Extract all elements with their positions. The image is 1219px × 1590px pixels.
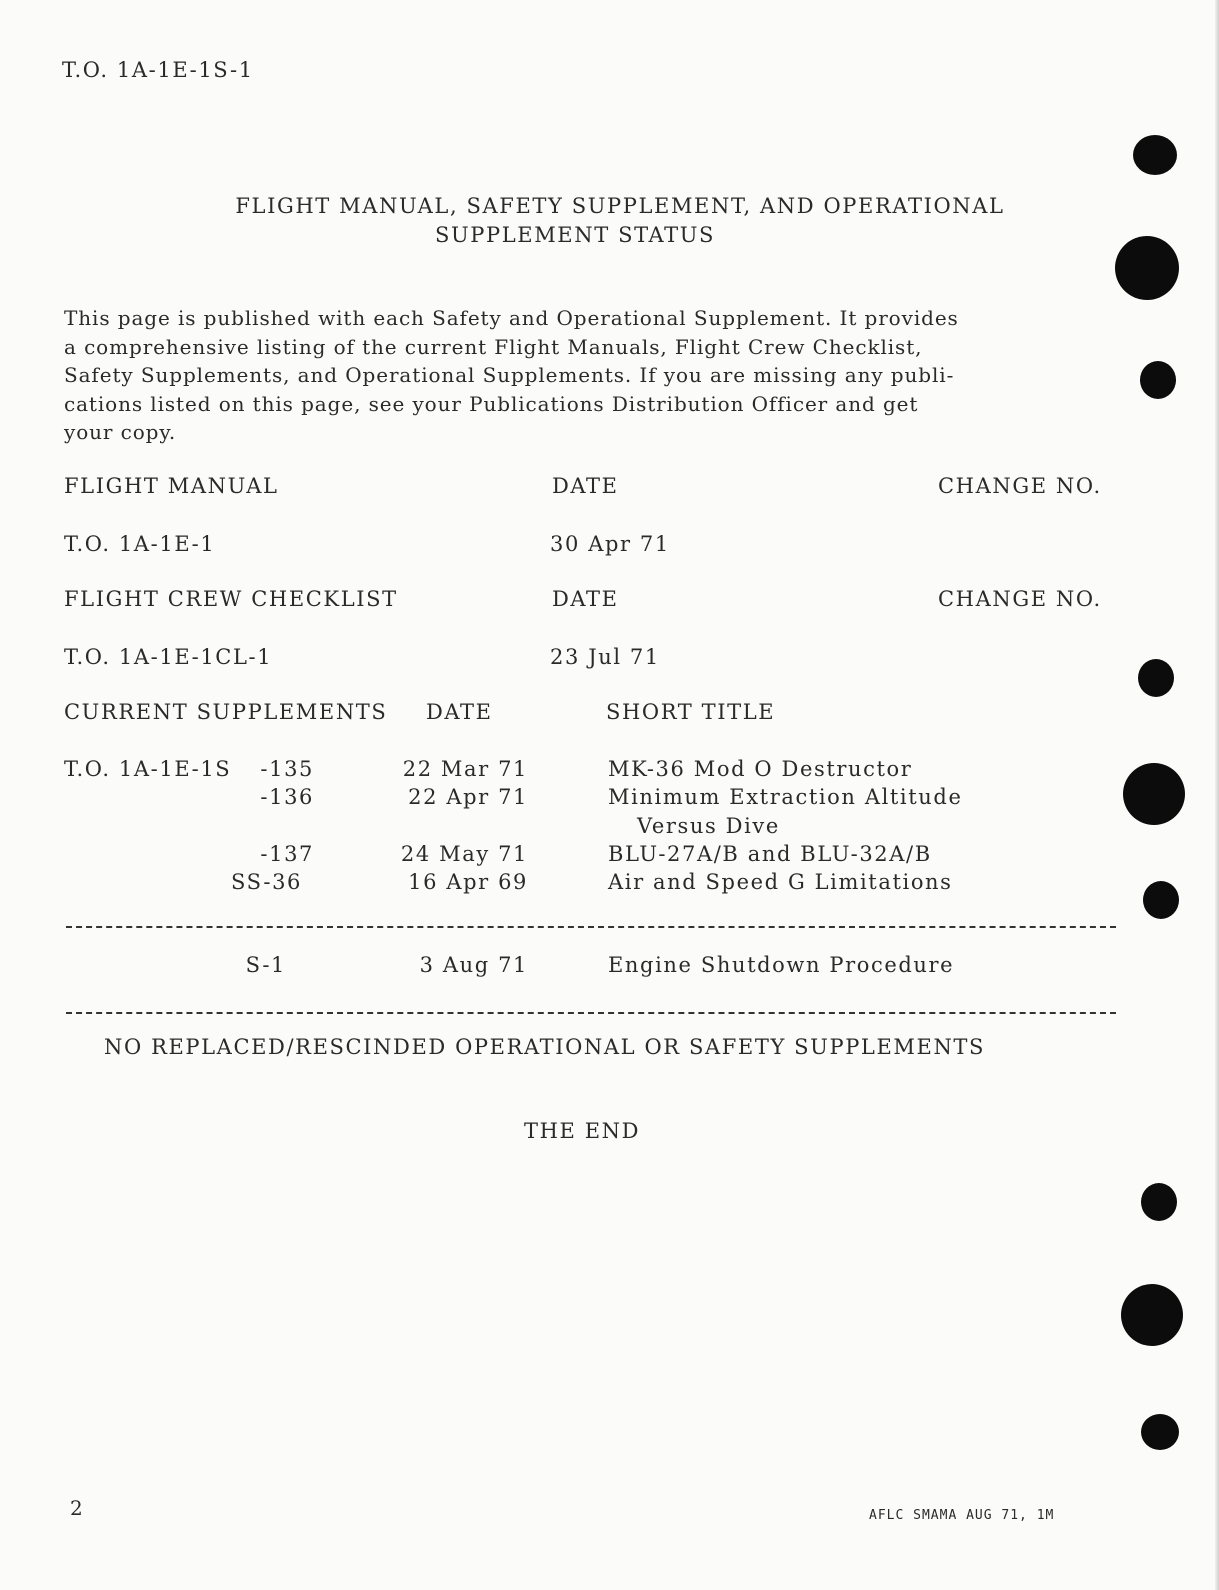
checklist-change-heading: CHANGE NO. bbox=[938, 587, 1102, 611]
flight-manual-date-heading: DATE bbox=[552, 474, 619, 498]
supplement-number: -137 bbox=[260, 842, 314, 866]
supplement-title: MK-36 Mod O Destructor bbox=[608, 757, 913, 781]
supplement-title-continued: Versus Dive bbox=[637, 814, 780, 838]
flight-manual-number: T.O. 1A-1E-1 bbox=[64, 532, 216, 556]
checklist-heading: FLIGHT CREW CHECKLIST bbox=[64, 587, 398, 611]
supplement-date: 22 Apr 71 bbox=[408, 785, 528, 809]
replaced-notice: NO REPLACED/RESCINDED OPERATIONAL OR SAFETY SUPPLEMENTS bbox=[104, 1035, 986, 1059]
supplement-number: -136 bbox=[260, 785, 314, 809]
supplement-date: 24 May 71 bbox=[400, 842, 528, 866]
supplements-heading: CURRENT SUPPLEMENTS bbox=[64, 700, 388, 724]
supplement-title: Minimum Extraction Altitude bbox=[608, 785, 963, 809]
supplement-date: 22 Mar 71 bbox=[402, 757, 528, 781]
supplement-date: 16 Apr 69 bbox=[408, 870, 528, 894]
flight-manual-change-heading: CHANGE NO. bbox=[938, 474, 1102, 498]
flight-manual-heading: FLIGHT MANUAL bbox=[64, 474, 279, 498]
intro-line: a comprehensive listing of the current Flight Manuals, Flight Crew Checklist, bbox=[64, 334, 923, 359]
supplement-prefix: T.O. 1A-1E-1S bbox=[64, 757, 232, 781]
checklist-date-heading: DATE bbox=[552, 587, 619, 611]
header-tech-order: T.O. 1A-1E-1S-1 bbox=[62, 58, 254, 82]
punch-hole bbox=[1115, 236, 1179, 300]
page-title-line-2: SUPPLEMENT STATUS bbox=[434, 223, 716, 247]
intro-line: Safety Supplements, and Operational Supplements. If you are missing any publi- bbox=[64, 363, 955, 388]
supplement-title: BLU-27A/B and BLU-32A/B bbox=[608, 842, 932, 866]
checklist-date: 23 Jul 71 bbox=[550, 645, 660, 669]
page-title-line-1: FLIGHT MANUAL, SAFETY SUPPLEMENT, AND OPERATIONAL bbox=[235, 194, 1005, 218]
supplements-title-heading: SHORT TITLE bbox=[606, 700, 776, 724]
new-supplement-date: 3 Aug 71 bbox=[419, 953, 528, 977]
punch-hole bbox=[1141, 1183, 1177, 1221]
new-supplement-number: S-1 bbox=[245, 953, 286, 977]
punch-hole bbox=[1121, 1284, 1183, 1346]
intro-line: cations listed on this page, see your Publications Distribution Officer and get bbox=[64, 391, 919, 416]
supplement-number: SS-36 bbox=[231, 870, 302, 894]
new-supplement-title: Engine Shutdown Procedure bbox=[608, 953, 955, 977]
end-marker: THE END bbox=[524, 1119, 641, 1143]
punch-hole bbox=[1143, 881, 1179, 919]
supplement-number: -135 bbox=[260, 757, 314, 781]
intro-paragraph bbox=[64, 304, 1074, 447]
dashed-divider bbox=[66, 1012, 1116, 1014]
dashed-divider bbox=[66, 926, 1116, 928]
punch-hole bbox=[1133, 135, 1177, 175]
checklist-number: T.O. 1A-1E-1CL-1 bbox=[64, 645, 273, 669]
print-code: AFLC SMAMA AUG 71, 1M bbox=[869, 1508, 1055, 1523]
page-number: 2 bbox=[70, 1496, 83, 1520]
punch-hole bbox=[1141, 1414, 1179, 1450]
punch-hole bbox=[1138, 659, 1174, 697]
supplements-date-heading: DATE bbox=[426, 700, 493, 724]
intro-line: your copy. bbox=[64, 420, 177, 445]
punch-hole bbox=[1140, 361, 1176, 399]
flight-manual-date: 30 Apr 71 bbox=[550, 532, 670, 556]
intro-line: This page is published with each Safety and Operational Supplement. It provides bbox=[64, 306, 959, 330]
punch-hole bbox=[1123, 763, 1185, 825]
page-edge bbox=[1215, 0, 1219, 1590]
supplement-title: Air and Speed G Limitations bbox=[608, 870, 953, 894]
